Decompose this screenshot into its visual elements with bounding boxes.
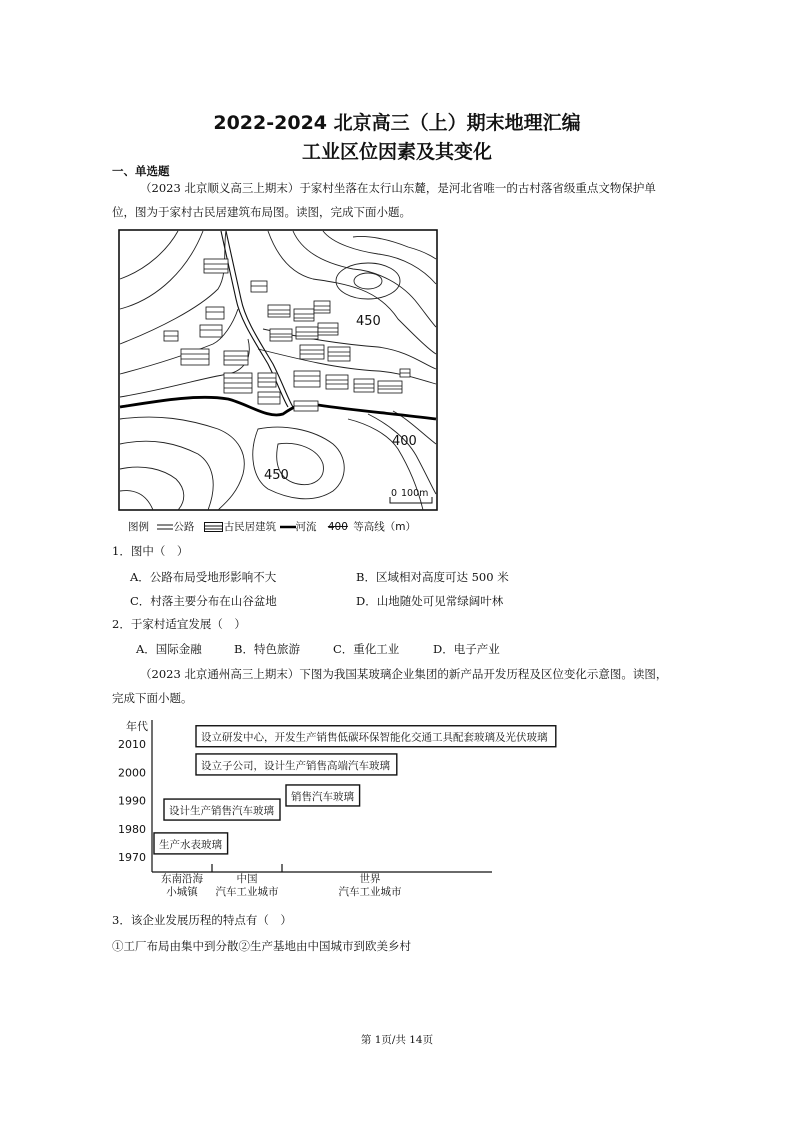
timeline-event [164,799,280,820]
dwelling-symbol-icon [204,522,224,532]
river-symbol-icon [280,523,296,531]
timeline-chart [110,714,560,904]
y-tick-label: 2010 [118,738,146,752]
legend-dwelling-label: 古民居建筑 [223,521,277,533]
intro-paragraph-1-line1: （2023 北京顺义高三上期末）于家村坐落在太行山东麓，是河北省唯一的古村落省级重点文物保护单 [140,181,656,195]
document-subtitle: 工业区位因素及其变化 [301,141,492,163]
event-label: 生产水表玻璃 [159,838,222,851]
y-tick-label: 1970 [118,851,146,864]
question-1-option-d: D．山地随处可见常绿阔叶林 [356,594,504,608]
x-category-label: 中国 [236,873,258,885]
question-1-option-a: A．公路布局受地形影响不大 [130,570,277,584]
legend-river-label: 河流 [295,521,317,533]
question-2-option-b: B．特色旅游 [234,642,300,656]
road-symbol-icon [157,523,173,531]
intro-paragraph-2-line2: 完成下面小题。 [112,691,193,705]
question-2-option-c: C．重化工业 [333,642,400,656]
event-label: 设立子公司，设计生产销售高端汽车玻璃 [201,759,390,772]
legend-contour-sample: 400 [327,521,348,533]
y-tick-label: 1980 [118,822,146,836]
question-2-option-d: D．电子产业 [433,642,500,656]
question-3-stem: 3．该企业发展历程的特点有（ ） [112,913,292,927]
x-category-label: 汽车工业城市 [215,886,279,898]
intro-paragraph-2-line1: （2023 北京通州高三上期末）下图为我国某玻璃企业集团的新产品开发历程及区位变化示意图。读图， [140,667,668,681]
question-1-stem: 1．图中（ ） [112,544,189,558]
timeline-event [154,833,228,854]
document-title: 2022-2024 北京高三（上）期末地理汇编 [213,112,581,134]
section-heading: 一、单选题 [112,164,170,178]
x-category-label: 世界 [359,873,381,885]
x-category-label: 汽车工业城市 [338,886,402,898]
page-number: 第 1页/共 14页 [360,1034,434,1046]
contour-label-450-upper: 450 [356,314,381,329]
intro-paragraph-1-line2: 位，图为于家村古民居建筑布局图。读图，完成下面小题。 [112,205,411,219]
legend-road-label: 公路 [173,521,195,533]
timeline-event [196,726,556,747]
question-1-option-c: C．村落主要分布在山谷盆地 [130,594,277,608]
timeline-event [286,785,360,806]
map-legend [128,519,416,534]
question-2-option-a: A．国际金融 [136,642,202,656]
contour-label-450-lower: 450 [264,468,289,483]
y-tick-label: 1990 [118,794,146,808]
contour-label-400: 400 [392,434,417,449]
event-label: 设立研发中心，开发生产销售低碳环保智能化交通工具配套玻璃及光伏玻璃 [201,731,548,744]
x-category-label: 东南沿海 [161,873,203,885]
legend-prefix: 图例 [128,521,149,533]
x-category-label: 小城镇 [166,886,198,898]
y-axis-label: 年代 [126,720,148,733]
question-2-stem: 2．于家村适宜发展（ ） [112,617,246,631]
scale-zero: 0 [391,488,398,499]
event-label: 设计生产销售汽车玻璃 [169,805,274,818]
timeline-event [196,754,397,775]
event-label: 销售汽车玻璃 [291,790,354,803]
scale-distance: 100m [401,488,429,499]
question-3-statements: ①工厂布局由集中到分散②生产基地由中国城市到欧美乡村 [112,939,411,953]
question-1-option-b: B．区域相对高度可达 500 米 [356,570,509,584]
y-tick-label: 2000 [118,766,146,780]
legend-contour-label: 等高线（m） [353,521,416,533]
village-map [118,229,438,511]
